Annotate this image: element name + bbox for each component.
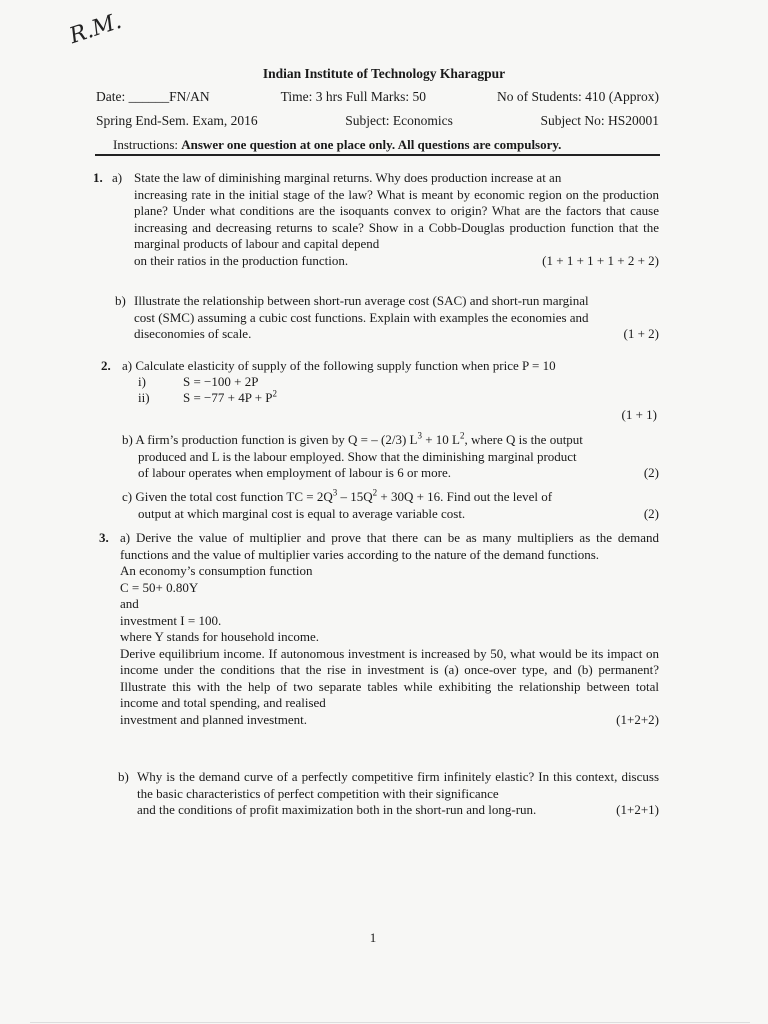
q3b-block (137, 769, 659, 819)
date-field: Date: ______FN/AN (96, 89, 210, 104)
q3b-text: Why is the demand curve of a perfectly competitive firm infinitely elastic? In this context, discuss the basic characteristics of perfect competition with their significance (137, 769, 659, 801)
q1b-body: cost (SMC) assuming a cubic cost functions. Explain with examples the economies and (134, 309, 589, 325)
q2a-ii (138, 390, 277, 407)
q1b-last-line (134, 326, 659, 343)
q3b-marks: (1+2+1) (616, 802, 659, 817)
q3a-last-line (120, 712, 659, 729)
q1a-text (134, 170, 659, 269)
q3b-label: b) (118, 769, 129, 784)
q2c-marks: (2) (643, 505, 659, 521)
q3b-last-line (137, 802, 659, 819)
q1b-text (134, 293, 659, 343)
q3a-text: a) Derive the value of multiplier and prove that there can be as many multipliers as the demand functions and the value of multiplier varies according to the nature of the demand functions. (120, 530, 659, 562)
q1-number: 1. (93, 170, 103, 185)
subject: Subject: Economics (345, 113, 453, 128)
q2-number: 2. (101, 358, 111, 373)
institute-title: Indian Institute of Technology Kharagpur (262, 66, 506, 81)
q2a-ii-eq: S = −77 + 4P + P (183, 390, 273, 405)
q3a-last: investment and planned investment. (120, 711, 308, 727)
q2a-ii-label: ii) (138, 390, 150, 405)
q3a-l1: An economy’s consumption function (120, 563, 313, 578)
q3a-l5: where Y stands for household income. (120, 629, 320, 644)
q2b-marks: (2) (643, 465, 659, 480)
header-row-2 (96, 113, 659, 130)
q2a-i-label: i) (138, 374, 146, 389)
q2b-last: of labour operates when employment of labour is 6 or more. (138, 465, 451, 480)
instructions-text: Answer one question at one place only. All questions are compulsory. (181, 137, 562, 152)
q1a-first-line: State the law of diminishing marginal returns. Why does production increase at an (134, 170, 562, 185)
q1a-last-line (134, 253, 659, 270)
q3-number: 3. (99, 530, 109, 545)
q2a-ii-sup: 2 (272, 388, 278, 399)
header-divider (95, 154, 660, 156)
q2c-last: output at which marginal cost is equal to average variable cost. (138, 505, 466, 521)
q1b-marks: (1 + 2) (623, 326, 659, 341)
instructions (113, 137, 561, 154)
q1b-label: b) (115, 293, 126, 308)
q1b-last: diseconomies of scale. (134, 326, 252, 341)
q1a-body: increasing rate in the initial stage of the law? What is meant by economic region on the production plane? Under what conditions are the isoquants convex to origin? What are the factors that cause increasing and decreasing returns to scale? Show in a Cobb-Douglas production function that the marginal products of labour and capital depend (134, 186, 659, 251)
q3b-last: and the conditions of profit maximization both in the short-run and long-run. (137, 802, 537, 817)
q2b-line2: produced and L is the labour employed. Show that the diminishing marginal product (138, 448, 577, 464)
page-number: 1 (369, 930, 377, 945)
q2a-marks: (1 + 1) (621, 407, 657, 422)
bottom-edge-line (30, 1022, 750, 1023)
instructions-label: Instructions: (113, 137, 182, 152)
q2c-line2 (122, 506, 659, 523)
handwritten-initials: R.M. (66, 8, 125, 50)
q2b-line3 (122, 465, 659, 482)
q2b-line1: b) A firm’s production function is given by Q = – (2/3) $L^3 + 10$ $L^2$, where Q is the output (122, 430, 583, 447)
time-marks: Time: 3 hrs Full Marks: 50 (280, 89, 427, 104)
q3a-l4: investment I = 100. (120, 612, 222, 628)
q2c-text (122, 489, 659, 522)
q1b-first: Illustrate the relationship between short-run average cost (SAC) and short-run marginal (134, 293, 589, 308)
q3a-body: Derive equilibrium income. If autonomous investment is increased by 50, what would be its impact on income under the conditions that the rise in investment is (a) once-over type, and (b) permanent? Illustrate this with the help of two separate tables while exhibiting the relationship between total income and total spending, and realised (120, 645, 659, 710)
q3a-l3: and (120, 596, 139, 611)
q2a-i-eq: S = −100 + 2P (183, 374, 259, 389)
q3a-block (120, 530, 659, 728)
q3a-l2: C = 50+ 0.80Y (120, 579, 199, 595)
q1a-label: a) (112, 170, 123, 185)
q2b-text (122, 432, 659, 482)
q2a-i (138, 374, 258, 391)
q2c-line1: c) Given the total cost function TC = $2Q^3 - 15Q^2 + 30Q + 16$. Find out the level of (122, 487, 553, 504)
student-count: No of Students: 410 (Approx) (497, 89, 659, 104)
header-row-1 (96, 89, 659, 106)
q1a-last: on their ratios in the production function. (134, 252, 349, 268)
q3a-marks: (1+2+2) (616, 711, 659, 727)
subject-number: Subject No: HS20001 (540, 113, 659, 128)
q1a-marks: (1 + 1 + 1 + 1 + 2 + 2) (542, 252, 659, 268)
q2a-text: a) Calculate elasticity of supply of the following supply function when price P = 10 (122, 358, 556, 373)
exam-name: Spring End-Sem. Exam, 2016 (96, 113, 258, 128)
